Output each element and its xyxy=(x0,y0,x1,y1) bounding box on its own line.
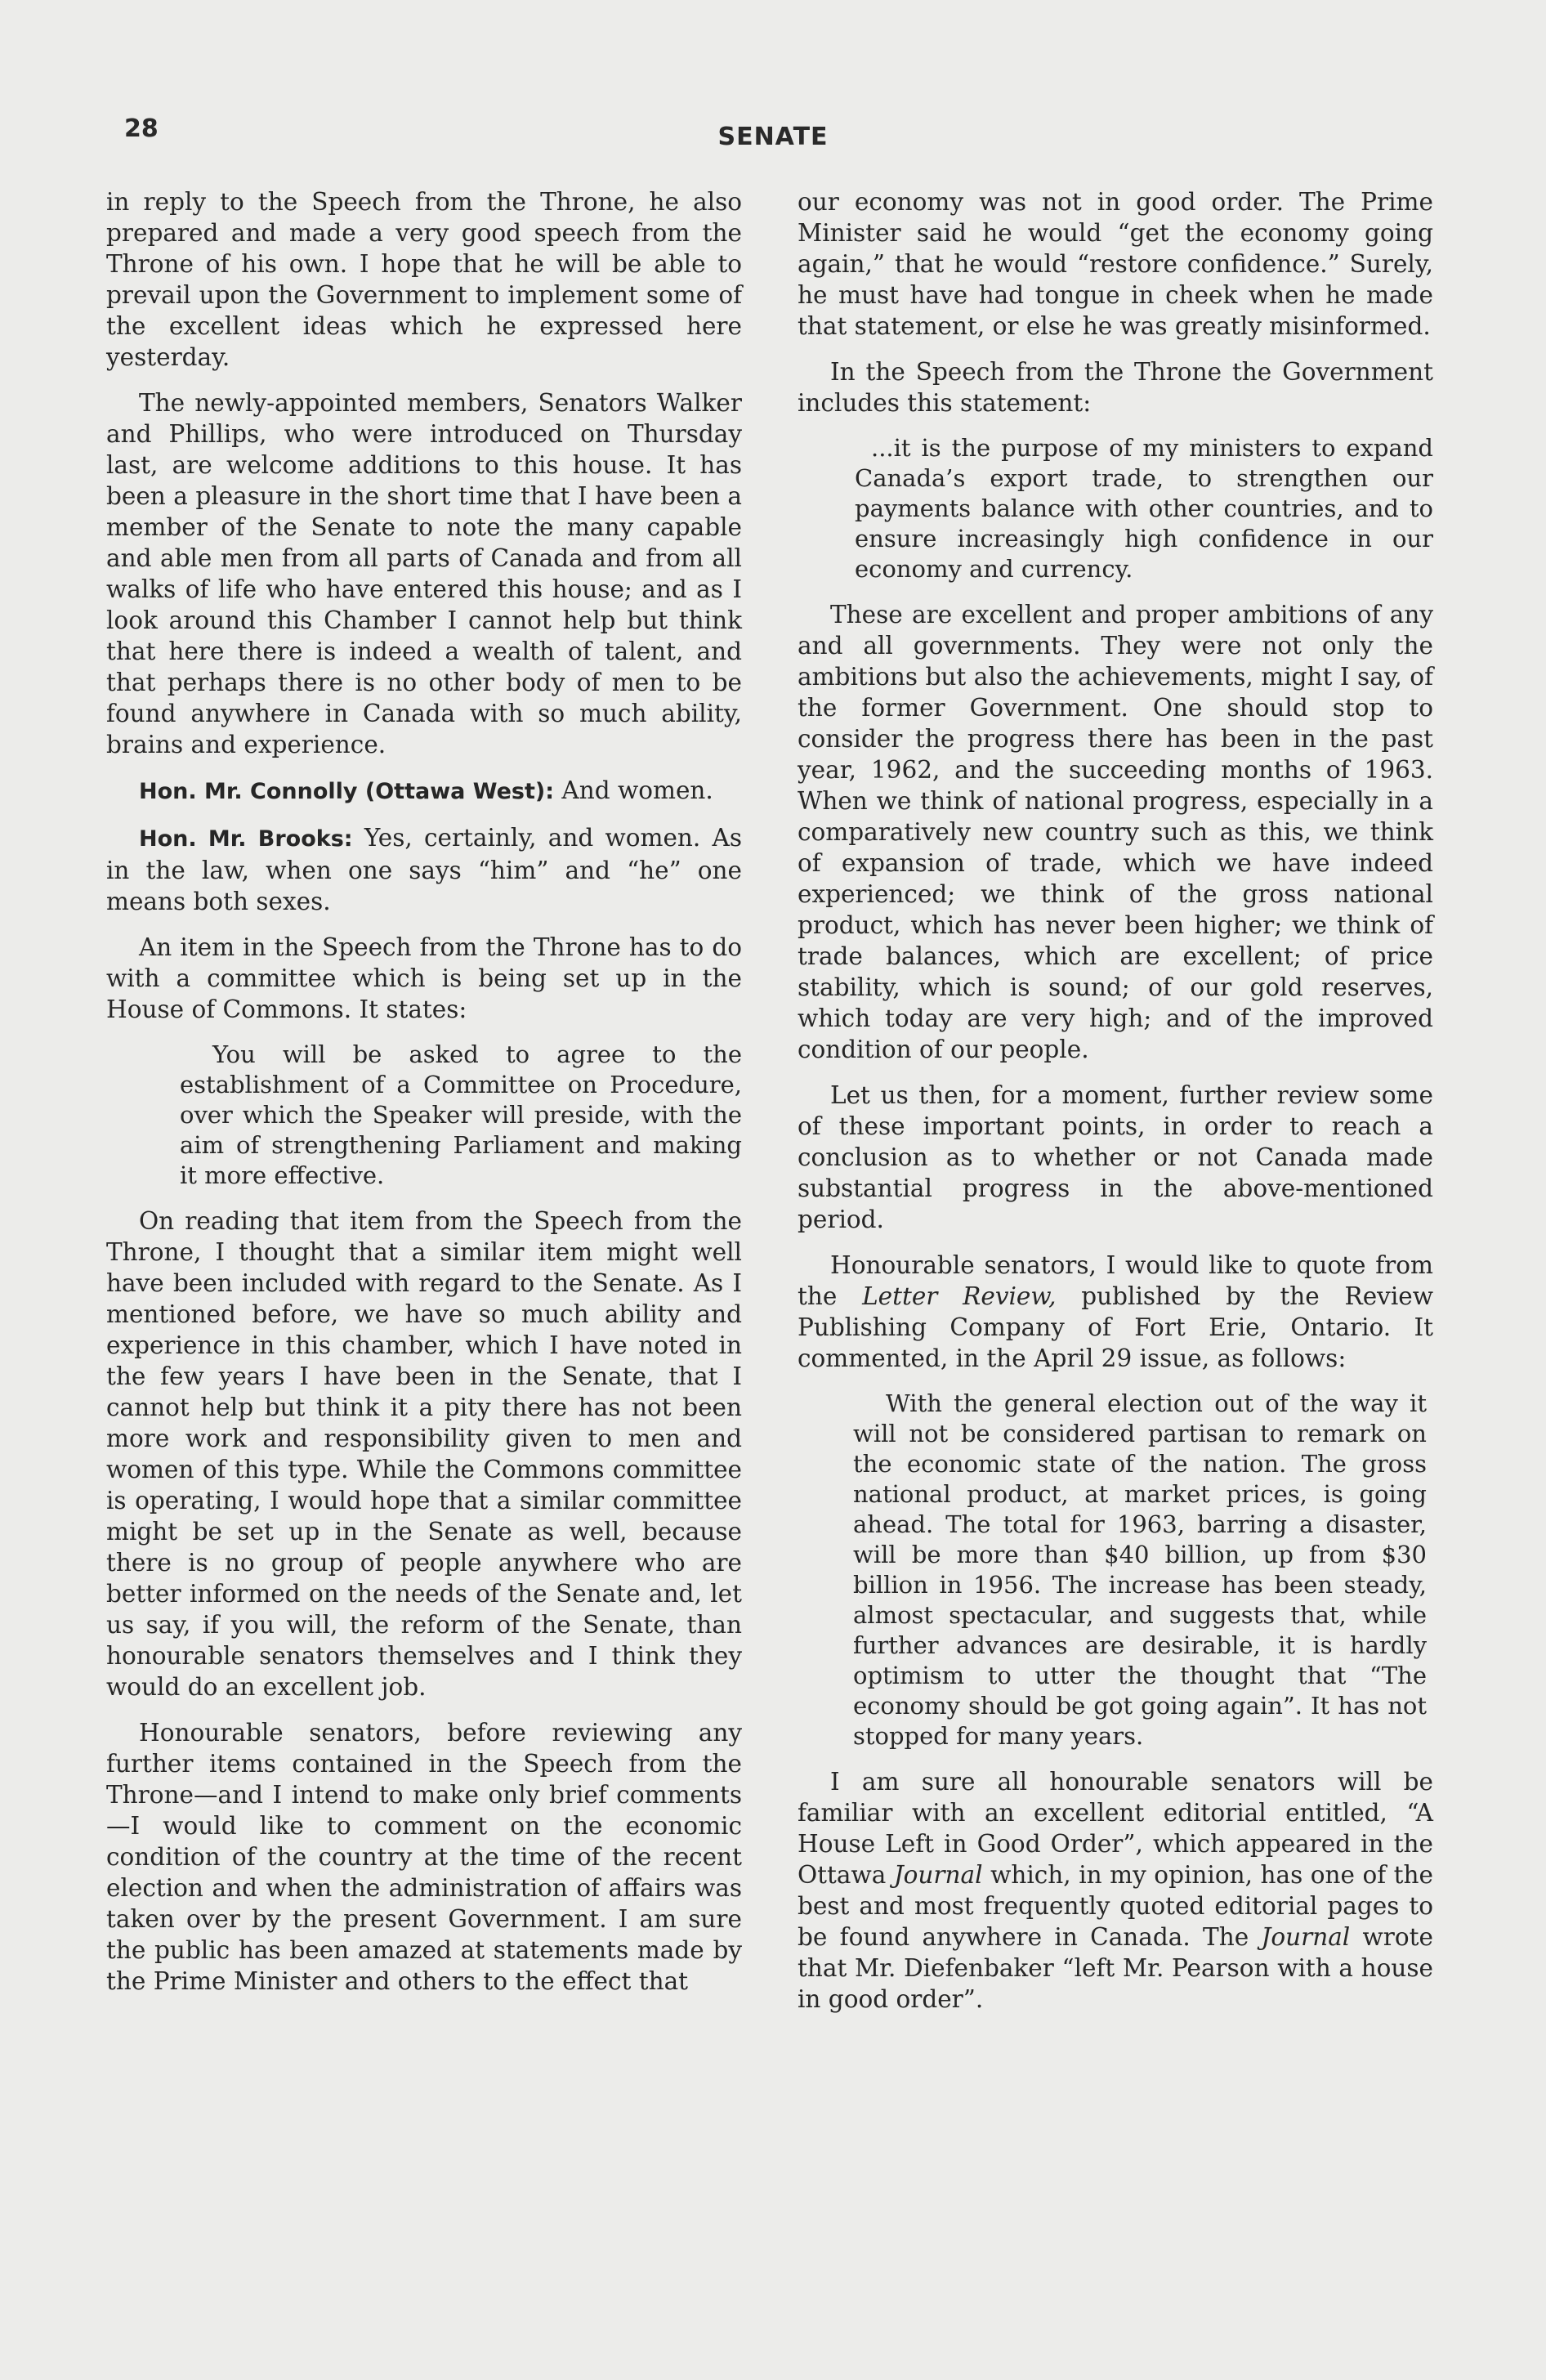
left-paragraph-7: Honourable senators, before reviewing any further items contained in the Speech from the Throne—and I intend to make only brief comments—I would like to comment on the economic condition of the country at the time of the recent election and when the administration of affairs was taken over by the present Government. I am sure the public has been amazed at statements made by the Prime Minister and others to the effect that xyxy=(106,1719,742,1995)
speaker-label: Hon. Mr. Brooks: xyxy=(139,826,353,852)
page-number: 28 xyxy=(124,114,159,143)
running-head: SENATE xyxy=(717,123,829,151)
text-run: I am sure all honourable senators will be familiar with an excellent editorial entitled, “A House Left in Good Order”, which appeared in the Ottawa xyxy=(798,1768,1433,1889)
quotation-text: You will be asked to agree to the establishment of a Committee on Procedure, over which the Speaker will preside, with the aim of strengthening Parliament and making it more effective. xyxy=(180,1040,742,1189)
speaker-label: Hon. Mr. Connolly (Ottawa West): xyxy=(139,779,555,804)
quotation-text: With the general election out of the way it will not be considered partisan to remark on the economic state of the nation. The gross national product, at market prices, is going ahead. The total for 1963, barring a disaster, will be more than $40 billion, up from $30 billion in 1956. The increase has been steady, almost spectacular, and suggests that, while further advances are desirable, it is hardly optimism to utter the thought that “The economy should be got going again”. It has not stopped for many years. xyxy=(853,1389,1427,1750)
publication-title: Journal xyxy=(1261,1923,1351,1951)
right-column xyxy=(798,186,1433,2029)
right-paragraph-5 xyxy=(798,1250,1433,1374)
left-paragraph-5: An item in the Speech from the Throne has to do with a committee which is being set up in the House of Commons. It states: xyxy=(106,933,742,1023)
publication-title: Letter Review, xyxy=(862,1282,1057,1310)
left-paragraph-3 xyxy=(106,775,742,808)
left-column xyxy=(106,186,742,2011)
right-paragraph-1: our economy was not in good order. The Prime Minister said he would “get the economy going again,” that he would “restore confidence.” Surely, he must have had tongue in cheek when he made that statement, or else he was greatly misinformed. xyxy=(798,188,1433,340)
text-run: wrote that Mr. Diefenbaker “left Mr. Pearson with a house in good order”. xyxy=(798,1923,1433,2013)
right-paragraph-2: In the Speech from the Throne the Government includes this statement: xyxy=(798,358,1433,417)
text-run: which, in my opinion, has one of the best and most frequently quoted editorial pages to be found anywhere in Canada. The xyxy=(798,1861,1433,1951)
speaker-text: And women. xyxy=(561,776,713,804)
left-paragraph-1: in reply to the Speech from the Throne, he also prepared and made a very good speech from the Throne of his own. I hope that he will be able to prevail upon the Government to implement some of the excellent ideas which he expressed here yesterday. xyxy=(106,188,742,371)
left-paragraph-6: On reading that item from the Speech from the Throne, I thought that a similar item might well have been included with regard to the Senate. As I mentioned before, we have so much ability and experience in this chamber, which I have noted in the few years I have been in the Senate, that I cannot help but think it a pity there has not been more work and responsibility given to men and women of this type. While the Commons committee is operating, I would hope that a similar committee might be set up in the Senate as well, because there is no group of people anywhere who are better informed on the needs of the Senate and, let us say, if you will, the reform of the Senate, than honourable senators themselves and I think they would do an excellent job. xyxy=(106,1207,742,1701)
text-run: Honourable senators, I would like to quote from the xyxy=(798,1251,1433,1310)
right-paragraph-4: Let us then, for a moment, further review some of these important points, in order to reach a conclusion as to whether or not Canada made substantial progress in the above-mentioned period. xyxy=(798,1081,1433,1233)
left-quotation xyxy=(106,1040,742,1191)
text-run: published by the Review Publishing Company of Fort Erie, Ontario. It commented, in the April 29 issue, as follows: xyxy=(798,1282,1433,1372)
left-paragraph-4 xyxy=(106,822,742,917)
right-paragraph-6 xyxy=(798,1766,1433,2015)
left-paragraph-2: The newly-appointed members, Senators Walker and Phillips, who were introduced on Thursday last, are welcome additions to this house. It has been a pleasure in the short time that I have been a member of the Senate to note the many capable and able men from all parts of Canada and from all walks of life who have entered this house; and as I look around this Chamber I cannot help but think that here there is indeed a wealth of talent, and that perhaps there is no other body of men to be found anywhere in Canada with so much ability, brains and experience. xyxy=(106,389,742,758)
publication-title: Journal xyxy=(893,1861,983,1889)
right-quotation-1 xyxy=(798,433,1433,584)
speaker-text: Yes, certainly, and women. As in the law, when one says “him” and “he” one means both sexes. xyxy=(106,824,742,915)
quotation-text: ...it is the purpose of my ministers to expand Canada’s export trade, to strengthen our payments balance with other countries, and to ensure increasingly high confidence in our economy and currency. xyxy=(855,434,1433,583)
right-quotation-2 xyxy=(798,1389,1433,1751)
right-paragraph-3: These are excellent and proper ambitions of any and all governments. They were not only the ambitions but also the achievements, might I say, of the former Government. One should stop to consider the progress there has been in the past year, 1962, and the succeeding months of 1963. When we think of national progress, especially in a comparatively new country such as this, we think of expansion of trade, which we have indeed experienced; we think of the gross national product, which has never been higher; we think of trade balances, which are excellent; of price stability, which is sound; of our gold reserves, which today are very high; and of the improved condition of our people. xyxy=(798,601,1433,1063)
